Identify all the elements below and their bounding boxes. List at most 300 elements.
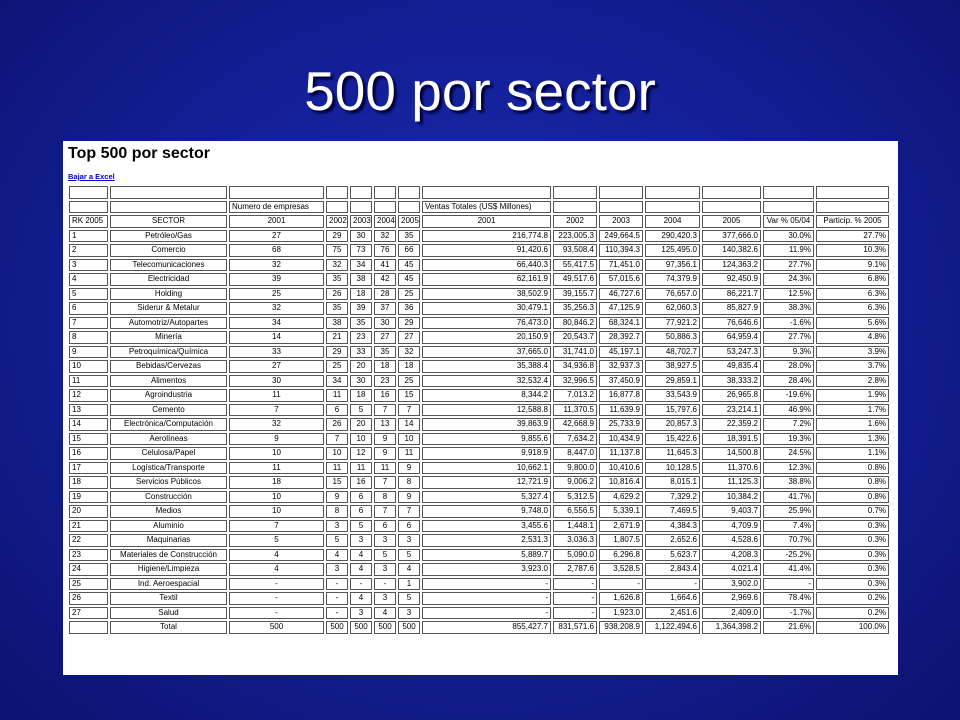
table-cell: 20,150.9 xyxy=(422,331,551,344)
column-header: SECTOR xyxy=(110,215,227,228)
table-row xyxy=(69,491,889,504)
table-cell: 35 xyxy=(350,317,372,330)
table-cell: 1.6% xyxy=(816,418,889,431)
table-cell: 18 xyxy=(229,476,324,489)
table-cell: 1 xyxy=(398,578,420,591)
table-row xyxy=(69,433,889,446)
table-cell: 55,417.5 xyxy=(553,259,597,272)
table-cell: 22 xyxy=(69,534,108,547)
table-cell: Salud xyxy=(110,607,227,620)
table-cell: 14 xyxy=(398,418,420,431)
column-header: 2002 xyxy=(326,215,348,228)
table-cell: 62,161.9 xyxy=(422,273,551,286)
group-header-row xyxy=(69,201,889,214)
table-cell: 15 xyxy=(69,433,108,446)
table-cell: 38.3% xyxy=(763,302,814,315)
table-cell: 41 xyxy=(374,259,396,272)
table-cell: 39,155.7 xyxy=(553,288,597,301)
table-cell: 10 xyxy=(229,491,324,504)
table-cell: 4,021.4 xyxy=(702,563,761,576)
table-cell: 9,918.9 xyxy=(422,447,551,460)
table-row xyxy=(69,317,889,330)
table-cell: 42 xyxy=(374,273,396,286)
table-row xyxy=(69,418,889,431)
table-cell: 2,787.6 xyxy=(553,563,597,576)
table-cell: 1 xyxy=(69,230,108,243)
table-cell: 2,531.3 xyxy=(422,534,551,547)
table-cell: 6.3% xyxy=(816,302,889,315)
table-cell: 1,448.1 xyxy=(553,520,597,533)
table-cell: 20 xyxy=(69,505,108,518)
table-cell: 35,256.3 xyxy=(553,302,597,315)
table-row xyxy=(69,259,889,272)
table-cell: 32,532.4 xyxy=(422,375,551,388)
table-cell: 3,455.6 xyxy=(422,520,551,533)
table-cell: 6 xyxy=(350,505,372,518)
table-cell: 2 xyxy=(69,244,108,257)
table-cell: 6,296.8 xyxy=(599,549,643,562)
report-panel xyxy=(63,141,898,675)
table-cell: 0.2% xyxy=(816,592,889,605)
table-cell: 45,197.1 xyxy=(599,346,643,359)
table-cell: 27 xyxy=(398,331,420,344)
table-cell: - xyxy=(326,607,348,620)
table-cell: 7 xyxy=(374,404,396,417)
table-cell: 57,015.6 xyxy=(599,273,643,286)
table-cell: 4,208.3 xyxy=(702,549,761,562)
table-cell: Holding xyxy=(110,288,227,301)
table-cell: 42,668.9 xyxy=(553,418,597,431)
table-row xyxy=(69,404,889,417)
table-cell: 2.8% xyxy=(816,375,889,388)
table-cell: 2,843.4 xyxy=(645,563,700,576)
column-header-row xyxy=(69,215,889,228)
table-cell: 80,846.2 xyxy=(553,317,597,330)
table-cell: - xyxy=(374,578,396,591)
table-cell: 27 xyxy=(69,607,108,620)
column-header: 2005 xyxy=(702,215,761,228)
table-cell: 11 xyxy=(229,389,324,402)
column-header: Var % 05/04 xyxy=(763,215,814,228)
table-cell: 6 xyxy=(398,520,420,533)
table-row xyxy=(69,578,889,591)
table-cell: 10 xyxy=(229,505,324,518)
table-row xyxy=(69,520,889,533)
table-cell: Medios xyxy=(110,505,227,518)
table-cell: 24.5% xyxy=(763,447,814,460)
table-cell: 9 xyxy=(229,433,324,446)
table-cell: 38.8% xyxy=(763,476,814,489)
table-cell: 0.3% xyxy=(816,520,889,533)
table-cell: 3,036.3 xyxy=(553,534,597,547)
table-cell: 21 xyxy=(326,331,348,344)
table-cell: Minería xyxy=(110,331,227,344)
table-cell: 223,005.3 xyxy=(553,230,597,243)
table-cell: 500 xyxy=(398,621,420,634)
table-cell: 20,857.3 xyxy=(645,418,700,431)
column-header: 2005 xyxy=(398,215,420,228)
table-cell: 21 xyxy=(69,520,108,533)
table-cell: 68,324.1 xyxy=(599,317,643,330)
table-cell: 75 xyxy=(326,244,348,257)
table-cell: 15,797.6 xyxy=(645,404,700,417)
table-cell: 9 xyxy=(398,462,420,475)
table-cell: 0.3% xyxy=(816,578,889,591)
table-cell: 1.1% xyxy=(816,447,889,460)
blank-row xyxy=(69,186,889,199)
table-cell: - xyxy=(553,607,597,620)
table-cell: 29 xyxy=(326,346,348,359)
table-cell: Automotriz/Autopartes xyxy=(110,317,227,330)
table-cell: 14,500.8 xyxy=(702,447,761,460)
table-cell: 7 xyxy=(229,520,324,533)
table-row xyxy=(69,230,889,243)
table-cell: 77,921.2 xyxy=(645,317,700,330)
table-cell: 7 xyxy=(229,404,324,417)
table-cell: 1,122,494.6 xyxy=(645,621,700,634)
table-cell: 12,588.8 xyxy=(422,404,551,417)
table-cell: 18 xyxy=(374,360,396,373)
table-cell: 25 xyxy=(326,360,348,373)
table-row xyxy=(69,375,889,388)
table-cell: 91,420.6 xyxy=(422,244,551,257)
table-cell: Comercio xyxy=(110,244,227,257)
table-cell: 5,623.7 xyxy=(645,549,700,562)
table-cell: 2,451.6 xyxy=(645,607,700,620)
table-row xyxy=(69,607,889,620)
table-cell: 25,733.9 xyxy=(599,418,643,431)
table-cell: 11,645.3 xyxy=(645,447,700,460)
table-cell: 9 xyxy=(374,433,396,446)
table-cell: 110,394.3 xyxy=(599,244,643,257)
table-cell: 4,528.6 xyxy=(702,534,761,547)
table-cell: 6 xyxy=(350,491,372,504)
table-cell: 4,709.9 xyxy=(702,520,761,533)
table-cell: 8,015.1 xyxy=(645,476,700,489)
table-cell: 11,370.6 xyxy=(702,462,761,475)
table-cell: 76,657.0 xyxy=(645,288,700,301)
table-cell: 4 xyxy=(398,563,420,576)
table-cell: 5,327.4 xyxy=(422,491,551,504)
table-cell: 10,434.9 xyxy=(599,433,643,446)
table-cell: 13 xyxy=(69,404,108,417)
table-cell: 18 xyxy=(350,389,372,402)
table-cell: 4 xyxy=(326,549,348,562)
table-cell: - xyxy=(350,578,372,591)
table-row xyxy=(69,549,889,562)
table-cell: 92,450.9 xyxy=(702,273,761,286)
table-cell: 7 xyxy=(69,317,108,330)
table-cell: 34,936.8 xyxy=(553,360,597,373)
table-cell: 20 xyxy=(350,360,372,373)
table-cell: - xyxy=(229,607,324,620)
table-cell: 3,923.0 xyxy=(422,563,551,576)
table-cell: - xyxy=(326,578,348,591)
table-cell: 7 xyxy=(374,476,396,489)
table-cell: 12 xyxy=(69,389,108,402)
table-cell: 25.9% xyxy=(763,505,814,518)
table-cell: 78.4% xyxy=(763,592,814,605)
table-row xyxy=(69,346,889,359)
table-cell: 3,528.5 xyxy=(599,563,643,576)
table-cell: Maquinarias xyxy=(110,534,227,547)
table-cell: 25 xyxy=(398,288,420,301)
table-cell: 7,329.2 xyxy=(645,491,700,504)
table-cell: 10.3% xyxy=(816,244,889,257)
table-cell: 28 xyxy=(374,288,396,301)
table-cell: 7 xyxy=(326,433,348,446)
column-header: 2004 xyxy=(374,215,396,228)
table-cell: 1,364,398.2 xyxy=(702,621,761,634)
table-cell: 5,090.0 xyxy=(553,549,597,562)
column-header: 2004 xyxy=(645,215,700,228)
table-cell: 4,384.3 xyxy=(645,520,700,533)
table-cell: Textil xyxy=(110,592,227,605)
table-cell: 18 xyxy=(350,288,372,301)
table-cell: 831,571.6 xyxy=(553,621,597,634)
table-cell: 11 xyxy=(374,462,396,475)
sector-table xyxy=(67,184,891,636)
table-cell: 27 xyxy=(229,230,324,243)
table-cell: 13 xyxy=(374,418,396,431)
table-cell: 9,855.6 xyxy=(422,433,551,446)
table-cell: 41.7% xyxy=(763,491,814,504)
table-cell: 19 xyxy=(69,491,108,504)
table-cell: 290,420.3 xyxy=(645,230,700,243)
table-cell: 4 xyxy=(350,549,372,562)
table-cell: Bebidas/Cervezas xyxy=(110,360,227,373)
table-cell: 7.2% xyxy=(763,418,814,431)
table-cell: 10,410.6 xyxy=(599,462,643,475)
table-cell: 41.4% xyxy=(763,563,814,576)
table-cell: 377,666.0 xyxy=(702,230,761,243)
table-cell: Petróleo/Gas xyxy=(110,230,227,243)
group-header-ventas: Ventas Totales (US$ Millones) xyxy=(422,201,551,214)
table-cell: 93,508.4 xyxy=(553,244,597,257)
table-cell: 16 xyxy=(69,447,108,460)
table-cell: 9,006.2 xyxy=(553,476,597,489)
table-cell: 11,125.3 xyxy=(702,476,761,489)
table-cell: 33 xyxy=(350,346,372,359)
table-cell: 3 xyxy=(374,592,396,605)
table-cell: 11 xyxy=(350,462,372,475)
table-cell: 2,409.0 xyxy=(702,607,761,620)
table-cell: 38,927.5 xyxy=(645,360,700,373)
table-cell: 37 xyxy=(374,302,396,315)
table-cell: 30.0% xyxy=(763,230,814,243)
table-cell: 47,125.9 xyxy=(599,302,643,315)
table-cell: 12,721.9 xyxy=(422,476,551,489)
table-cell: 62,060.3 xyxy=(645,302,700,315)
table-row xyxy=(69,360,889,373)
table-cell: 855,427.7 xyxy=(422,621,551,634)
table-cell: 1.9% xyxy=(816,389,889,402)
table-cell: 32 xyxy=(326,259,348,272)
table-row xyxy=(69,476,889,489)
table-cell: 20 xyxy=(350,418,372,431)
table-cell: Petroquímica/Química xyxy=(110,346,227,359)
table-row xyxy=(69,273,889,286)
table-cell: 16 xyxy=(350,476,372,489)
table-cell: 124,363.2 xyxy=(702,259,761,272)
table-cell: 500 xyxy=(350,621,372,634)
table-cell: 68 xyxy=(229,244,324,257)
table-cell: 18,391.5 xyxy=(702,433,761,446)
table-cell: 5.6% xyxy=(816,317,889,330)
table-cell: 9,800.0 xyxy=(553,462,597,475)
group-header-empresas: Numero de empresas xyxy=(229,201,324,214)
table-cell: 27.7% xyxy=(763,331,814,344)
table-cell: 4 xyxy=(374,607,396,620)
table-cell: 11,137.8 xyxy=(599,447,643,460)
table-cell: 125,495.0 xyxy=(645,244,700,257)
table-cell: 71,451.0 xyxy=(599,259,643,272)
table-cell: 23 xyxy=(374,375,396,388)
table-cell: 22,359.2 xyxy=(702,418,761,431)
table-cell: 97,356.1 xyxy=(645,259,700,272)
table-cell: 26 xyxy=(326,288,348,301)
table-cell: 10,816.4 xyxy=(599,476,643,489)
table-cell: 31,741.0 xyxy=(553,346,597,359)
table-cell: 24 xyxy=(69,563,108,576)
table-cell: - xyxy=(229,578,324,591)
table-cell: 27.7% xyxy=(763,259,814,272)
table-cell: 12 xyxy=(350,447,372,460)
table-cell: 66 xyxy=(398,244,420,257)
table-cell: 23 xyxy=(350,331,372,344)
table-cell: 0.8% xyxy=(816,491,889,504)
table-cell: 15 xyxy=(398,389,420,402)
table-cell: 34 xyxy=(229,317,324,330)
table-cell: 9,748.0 xyxy=(422,505,551,518)
table-cell: 5 xyxy=(69,288,108,301)
table-cell: 5,339.1 xyxy=(599,505,643,518)
table-cell: 7 xyxy=(398,505,420,518)
table-row xyxy=(69,563,889,576)
table-cell: 3 xyxy=(398,607,420,620)
table-cell: 49,835.4 xyxy=(702,360,761,373)
table-cell: 9 xyxy=(326,491,348,504)
table-cell: 11.9% xyxy=(763,244,814,257)
table-cell: Siderur & Metalur xyxy=(110,302,227,315)
table-cell: 6 xyxy=(69,302,108,315)
table-cell: 500 xyxy=(326,621,348,634)
table-cell: 3 xyxy=(69,259,108,272)
table-cell: 0.8% xyxy=(816,476,889,489)
table-cell: Alimentos xyxy=(110,375,227,388)
table-cell: 16,877.8 xyxy=(599,389,643,402)
table-cell: 5 xyxy=(374,549,396,562)
table-cell: 27 xyxy=(374,331,396,344)
table-cell: - xyxy=(422,578,551,591)
table-cell: 17 xyxy=(69,462,108,475)
table-cell: 21.6% xyxy=(763,621,814,634)
table-cell: 38,502.9 xyxy=(422,288,551,301)
table-cell: 32 xyxy=(229,302,324,315)
table-cell: 23,214.1 xyxy=(702,404,761,417)
table-cell: 6 xyxy=(326,404,348,417)
download-excel-link[interactable]: Bajar a Excel xyxy=(68,172,115,181)
table-cell: 6,556.5 xyxy=(553,505,597,518)
table-cell: 38 xyxy=(350,273,372,286)
table-cell: 2,652.6 xyxy=(645,534,700,547)
table-cell: 29 xyxy=(398,317,420,330)
table-cell: 26 xyxy=(326,418,348,431)
table-cell: 35 xyxy=(326,302,348,315)
table-cell: 32 xyxy=(374,230,396,243)
table-cell: 938,208.9 xyxy=(599,621,643,634)
column-header: 2002 xyxy=(553,215,597,228)
table-cell: 66,440.3 xyxy=(422,259,551,272)
table-cell: 4 xyxy=(350,592,372,605)
report-title: Top 500 por sector xyxy=(68,145,210,162)
table-cell: 3 xyxy=(374,563,396,576)
table-cell: Higiene/Limpieza xyxy=(110,563,227,576)
table-cell: 28,392.7 xyxy=(599,331,643,344)
table-cell: 3 xyxy=(350,534,372,547)
table-row xyxy=(69,288,889,301)
table-cell: 9.3% xyxy=(763,346,814,359)
table-cell: 32 xyxy=(229,418,324,431)
table-row xyxy=(69,447,889,460)
table-cell: 3 xyxy=(326,520,348,533)
table-cell: 10 xyxy=(229,447,324,460)
table-cell: 74,379.9 xyxy=(645,273,700,286)
table-cell: 46.9% xyxy=(763,404,814,417)
table-cell: 29 xyxy=(326,230,348,243)
table-cell: 45 xyxy=(398,273,420,286)
table-cell: 85,827.9 xyxy=(702,302,761,315)
table-row xyxy=(69,534,889,547)
table-cell: 25 xyxy=(229,288,324,301)
table-cell: 3 xyxy=(398,534,420,547)
table-cell: 5 xyxy=(350,404,372,417)
table-cell: 18 xyxy=(69,476,108,489)
table-cell: 11 xyxy=(398,447,420,460)
table-cell: 86,221.7 xyxy=(702,288,761,301)
table-cell: 37,450.9 xyxy=(599,375,643,388)
table-cell: 8 xyxy=(374,491,396,504)
table-cell: Cemento xyxy=(110,404,227,417)
slide-title: 500 por sector xyxy=(304,60,656,122)
table-cell: 5,889.7 xyxy=(422,549,551,562)
table-cell: 32 xyxy=(398,346,420,359)
table-cell: 35 xyxy=(326,273,348,286)
table-cell: 15,422.6 xyxy=(645,433,700,446)
table-cell: - xyxy=(553,578,597,591)
table-cell: 7 xyxy=(398,404,420,417)
table-cell: 9 xyxy=(69,346,108,359)
table-row xyxy=(69,505,889,518)
table-cell: 11 xyxy=(326,389,348,402)
table-cell: 1,923.0 xyxy=(599,607,643,620)
table-cell: 500 xyxy=(374,621,396,634)
table-cell: Electrónica/Computación xyxy=(110,418,227,431)
table-cell: 32,996.5 xyxy=(553,375,597,388)
table-cell: 1.7% xyxy=(816,404,889,417)
table-cell: 35 xyxy=(398,230,420,243)
table-cell: 10,662.1 xyxy=(422,462,551,475)
table-cell: -25.2% xyxy=(763,549,814,562)
table-cell: 23 xyxy=(69,549,108,562)
table-cell: 10 xyxy=(326,447,348,460)
table-cell: 4.8% xyxy=(816,331,889,344)
table-cell: 64,959.4 xyxy=(702,331,761,344)
table-cell: 26 xyxy=(69,592,108,605)
column-header: Particip. % 2005 xyxy=(816,215,889,228)
table-cell: 6.3% xyxy=(816,288,889,301)
table-cell: 140,382.6 xyxy=(702,244,761,257)
